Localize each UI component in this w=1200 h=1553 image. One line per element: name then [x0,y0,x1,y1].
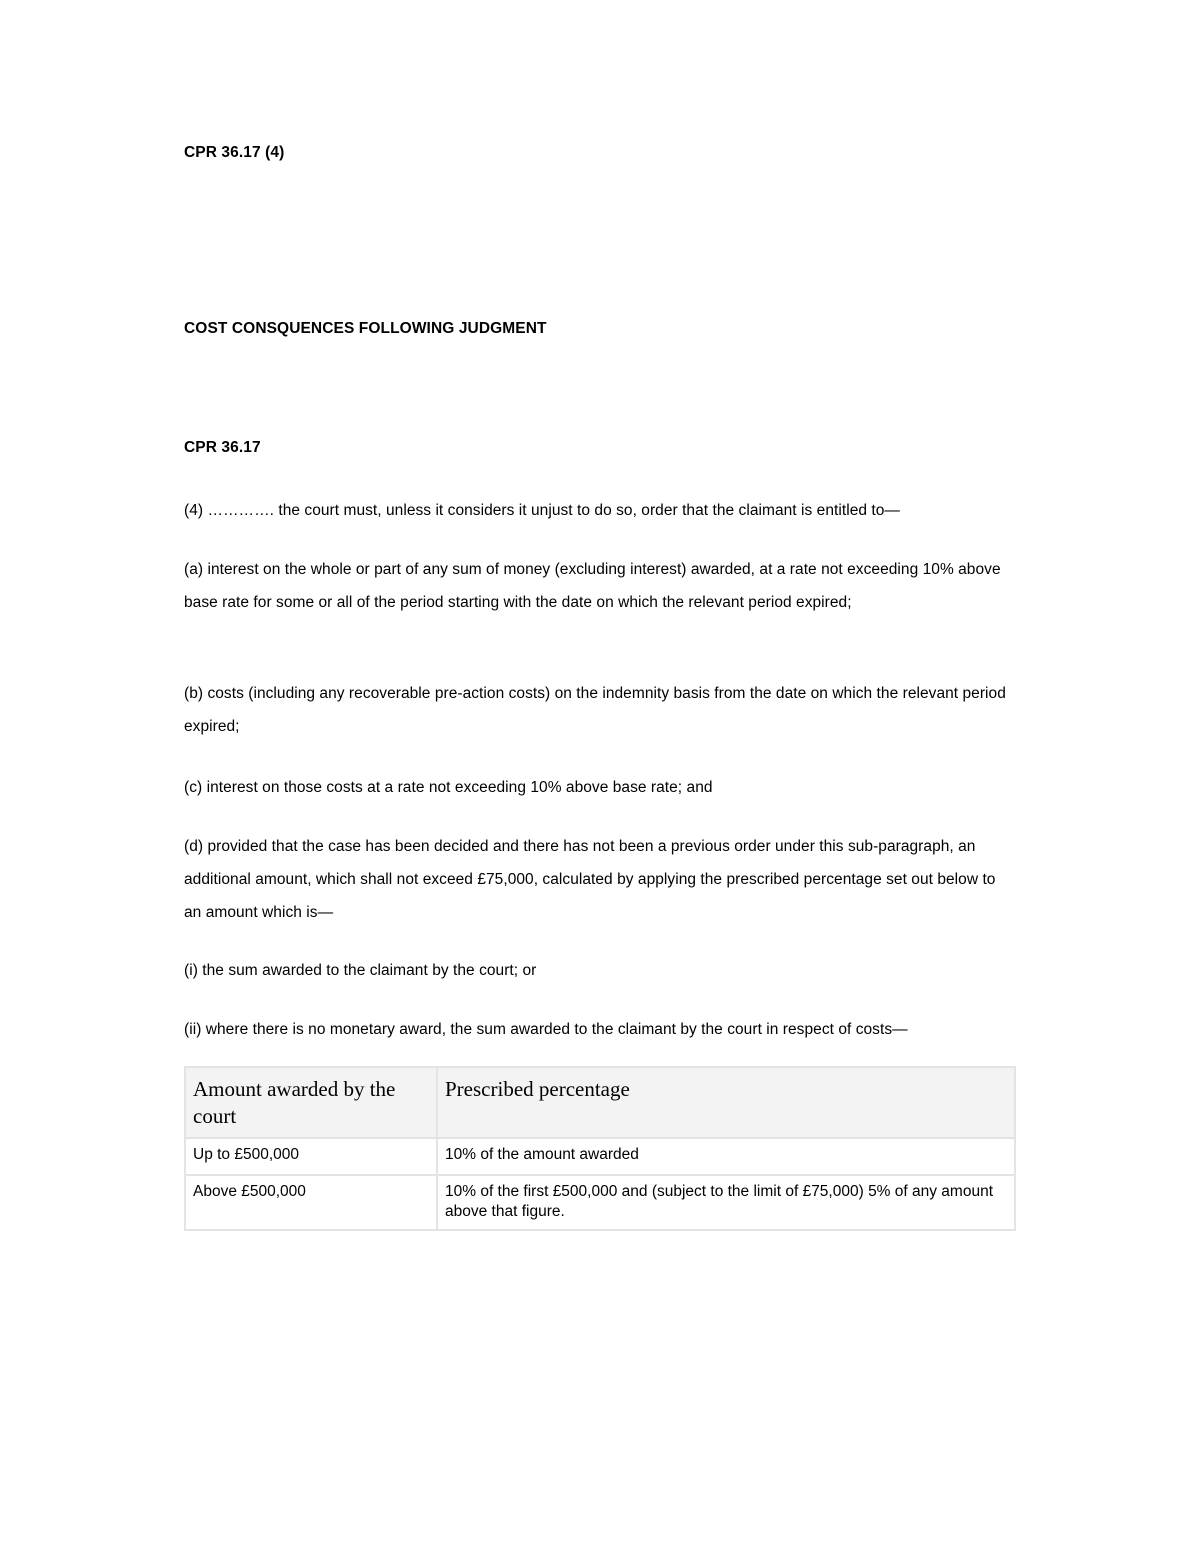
paragraph-c: (c) interest on those costs at a rate not exceeding 10% above base rate; and [184,779,713,796]
paragraph-i: (i) the sum awarded to the claimant by the court; or [184,962,537,979]
heading-cpr-36-17: CPR 36.17 [184,439,261,456]
paragraph-intro: (4) …………. the court must, unless it considers it unjust to do so, order that the claimant is entitled to— [184,502,900,519]
table-row [185,1175,1015,1230]
table-cell-amount: Up to £500,000 [185,1138,437,1175]
table-row [185,1138,1015,1175]
table-header-row [185,1067,1015,1138]
heading-cpr-36-17-4: CPR 36.17 (4) [184,144,285,161]
section-title: COST CONSQUENCES FOLLOWING JUDGMENT [184,320,547,337]
table-header-percentage: Prescribed percentage [437,1067,1015,1138]
paragraph-ii: (ii) where there is no monetary award, the sum awarded to the claimant by the court in respect of costs— [184,1021,908,1038]
table-cell-percentage: 10% of the amount awarded [437,1138,1015,1175]
table-cell-percentage: 10% of the first £500,000 and (subject to the limit of £75,000) 5% of any amount above that figure. [437,1175,1015,1230]
paragraph-b: (b) costs (including any recoverable pre-action costs) on the indemnity basis from the date on which the relevant period expired; [184,685,1006,735]
prescribed-percentage-table [184,1066,1016,1231]
paragraph-a: (a) interest on the whole or part of any sum of money (excluding interest) awarded, at a rate not exceeding 10% above base rate for some or all of the period starting with the date on which the relevant period expired; [184,561,1001,611]
table-cell-amount: Above £500,000 [185,1175,437,1230]
paragraph-d: (d) provided that the case has been decided and there has not been a previous order under this sub-paragraph, an additional amount, which shall not exceed £75,000, calculated by applying the prescribed percentage set out below to an amount which is— [184,838,996,921]
table-header-amount: Amount awarded by the court [185,1067,437,1138]
